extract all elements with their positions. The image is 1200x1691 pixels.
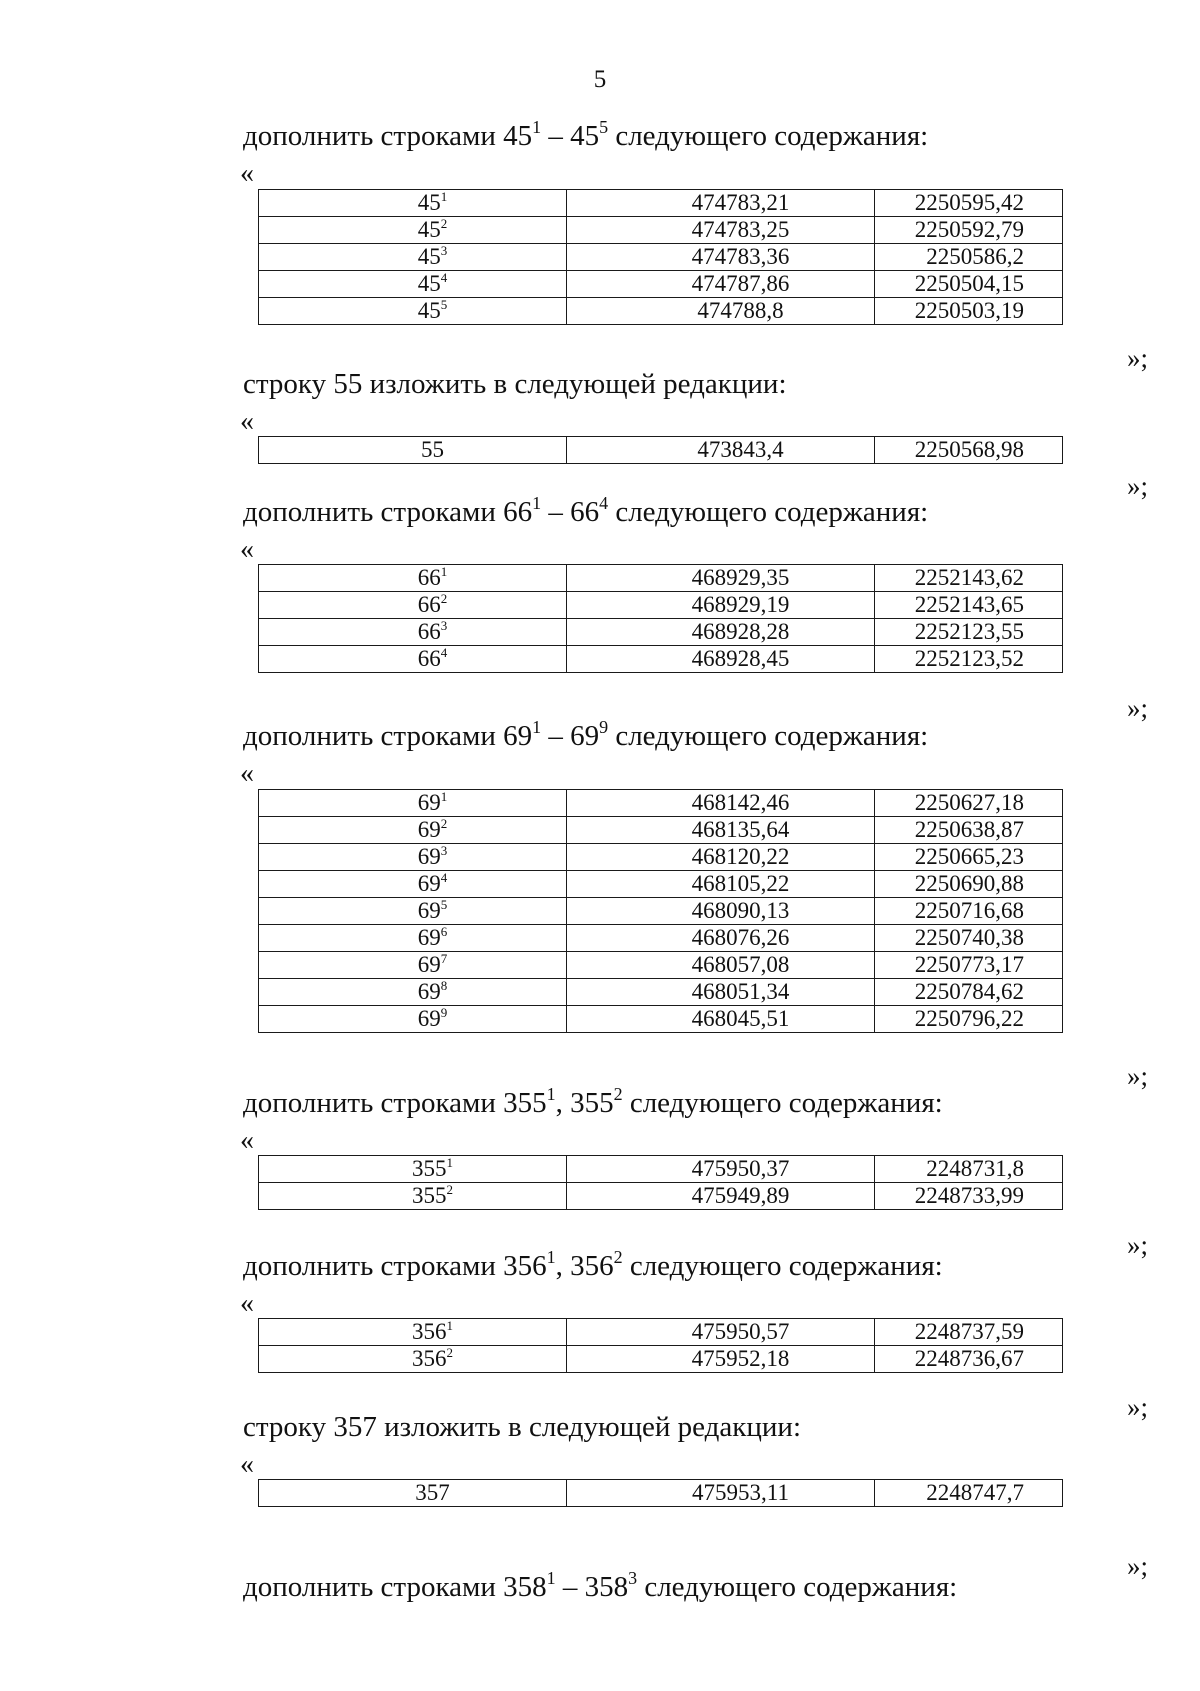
point-number: 45 (417, 190, 441, 215)
point-number-cell (259, 979, 567, 1006)
y-coordinate-cell: 2252143,62 (875, 565, 1063, 592)
x-coordinate-cell: 468928,28 (567, 619, 875, 646)
table-row (259, 1319, 1063, 1346)
point-number: 66 (417, 646, 441, 671)
table-row (259, 1006, 1063, 1033)
heading-superscript: 1 (546, 1084, 556, 1104)
heading-text: , 355 (555, 1087, 614, 1119)
table-row (259, 979, 1063, 1006)
point-number: 357 (415, 1480, 450, 1505)
y-coordinate-cell: 2250504,15 (875, 271, 1063, 298)
closing-quote: »; (1127, 471, 1149, 501)
closing-quote: »; (1127, 693, 1149, 723)
opening-quote: « (240, 1449, 254, 1480)
opening-quote: « (240, 1288, 254, 1319)
point-number: 69 (417, 925, 441, 950)
point-number-cell (259, 925, 567, 952)
section-heading (243, 493, 929, 528)
point-number-cell (259, 190, 567, 217)
point-number: 355 (412, 1183, 447, 1208)
table-row (259, 271, 1063, 298)
heading-superscript: 3 (628, 1568, 638, 1588)
point-number-superscript: 1 (440, 189, 448, 204)
closing-quote: »; (1127, 1061, 1149, 1091)
y-coordinate-cell: 2250627,18 (875, 790, 1063, 817)
table-row (259, 898, 1063, 925)
coordinates-table (258, 436, 1063, 464)
table-row (259, 925, 1063, 952)
point-number-cell (259, 1346, 567, 1373)
point-number-superscript: 7 (440, 951, 448, 966)
section-heading (243, 117, 929, 152)
y-coordinate-cell: 2250586,2 (875, 244, 1063, 271)
heading-superscript: 5 (599, 117, 609, 137)
y-coordinate-cell: 2250638,87 (875, 817, 1063, 844)
heading-superscript: 1 (546, 1568, 556, 1588)
point-number-cell (259, 1156, 567, 1183)
y-coordinate-cell: 2250595,42 (875, 190, 1063, 217)
x-coordinate-cell: 468929,35 (567, 565, 875, 592)
point-number-superscript: 4 (440, 645, 448, 660)
point-number: 356 (412, 1346, 447, 1371)
point-number-superscript: 3 (440, 243, 448, 258)
point-number: 69 (417, 1006, 441, 1031)
point-number-cell (259, 1183, 567, 1210)
point-number-cell (259, 952, 567, 979)
point-number: 355 (412, 1156, 447, 1181)
heading-superscript: 1 (546, 1247, 556, 1267)
y-coordinate-cell: 2250716,68 (875, 898, 1063, 925)
section-heading (243, 1084, 943, 1119)
point-number-superscript: 2 (440, 591, 448, 606)
y-coordinate-cell: 2250503,19 (875, 298, 1063, 325)
heading-text: следующего содержания: (637, 1571, 958, 1603)
x-coordinate-cell: 475949,89 (567, 1183, 875, 1210)
coordinates-table (258, 1479, 1063, 1507)
point-number-cell (259, 871, 567, 898)
point-number-cell (259, 1480, 567, 1507)
point-number-superscript: 6 (440, 924, 448, 939)
y-coordinate-cell: 2250690,88 (875, 871, 1063, 898)
section-heading (243, 1568, 958, 1603)
heading-superscript: 9 (599, 717, 609, 737)
heading-text: следующего содержания: (608, 120, 929, 152)
point-number: 45 (417, 217, 441, 242)
point-number-superscript: 5 (440, 897, 448, 912)
point-number-superscript: 5 (440, 297, 448, 312)
coordinates-table (258, 789, 1063, 1033)
x-coordinate-cell: 474783,36 (567, 244, 875, 271)
coordinates-table (258, 564, 1063, 673)
point-number: 356 (412, 1319, 447, 1344)
heading-superscript: 1 (532, 717, 542, 737)
point-number-superscript: 3 (440, 843, 448, 858)
point-number: 69 (417, 979, 441, 1004)
page-number: 5 (593, 66, 607, 93)
heading-text: дополнить строками 356 (243, 1250, 547, 1282)
y-coordinate-cell: 2250773,17 (875, 952, 1063, 979)
y-coordinate-cell: 2250592,79 (875, 217, 1063, 244)
x-coordinate-cell: 468051,34 (567, 979, 875, 1006)
point-number-cell (259, 844, 567, 871)
table-row (259, 646, 1063, 673)
point-number-cell (259, 817, 567, 844)
heading-text: строку 357 изложить в следующей редакции: (243, 1411, 801, 1443)
point-number-cell (259, 1319, 567, 1346)
x-coordinate-cell: 468928,45 (567, 646, 875, 673)
point-number-cell (259, 619, 567, 646)
opening-quote: « (240, 1125, 254, 1156)
table-row (259, 437, 1063, 464)
heading-text: следующего содержания: (608, 720, 929, 752)
point-number-superscript: 2 (440, 816, 448, 831)
table-row (259, 244, 1063, 271)
y-coordinate-cell: 2250665,23 (875, 844, 1063, 871)
point-number-superscript: 4 (440, 270, 448, 285)
heading-text: – 69 (541, 720, 600, 752)
table-row (259, 190, 1063, 217)
coordinates-table (258, 1155, 1063, 1210)
heading-superscript: 2 (613, 1084, 623, 1104)
table-row (259, 1480, 1063, 1507)
heading-superscript: 1 (532, 493, 542, 513)
table-row (259, 844, 1063, 871)
closing-quote: »; (1127, 343, 1149, 373)
point-number: 69 (417, 898, 441, 923)
y-coordinate-cell: 2252123,52 (875, 646, 1063, 673)
point-number-superscript: 9 (440, 1005, 448, 1020)
heading-text: дополнить строками 358 (243, 1571, 547, 1603)
point-number: 69 (417, 817, 441, 842)
heading-text: дополнить строками 45 (243, 120, 533, 152)
point-number-cell (259, 271, 567, 298)
table-row (259, 592, 1063, 619)
point-number-cell (259, 790, 567, 817)
point-number: 69 (417, 952, 441, 977)
table-row (259, 790, 1063, 817)
point-number-superscript: 1 (446, 1318, 453, 1333)
x-coordinate-cell: 468057,08 (567, 952, 875, 979)
table-row (259, 298, 1063, 325)
heading-text: – 45 (541, 120, 600, 152)
point-number-cell (259, 244, 567, 271)
table-row (259, 871, 1063, 898)
table-row (259, 217, 1063, 244)
point-number-superscript: 2 (446, 1345, 453, 1360)
x-coordinate-cell: 475950,37 (567, 1156, 875, 1183)
point-number-cell (259, 646, 567, 673)
point-number-superscript: 1 (440, 564, 448, 579)
section-heading (243, 717, 929, 752)
x-coordinate-cell: 468135,64 (567, 817, 875, 844)
point-number-superscript: 4 (440, 870, 448, 885)
point-number-superscript: 8 (440, 978, 448, 993)
point-number: 45 (417, 298, 441, 323)
table-row (259, 1346, 1063, 1373)
coordinates-table (258, 1318, 1063, 1373)
point-number-superscript: 2 (440, 216, 448, 231)
y-coordinate-cell: 2248737,59 (875, 1319, 1063, 1346)
x-coordinate-cell: 468045,51 (567, 1006, 875, 1033)
y-coordinate-cell: 2248736,67 (875, 1346, 1063, 1373)
heading-text: дополнить строками 69 (243, 720, 533, 752)
section-heading (243, 370, 787, 399)
heading-text: , 356 (555, 1250, 614, 1282)
point-number-superscript: 2 (446, 1182, 453, 1197)
x-coordinate-cell: 474788,8 (567, 298, 875, 325)
heading-text: строку 55 изложить в следующей редакции: (243, 368, 787, 400)
point-number-superscript: 1 (440, 789, 448, 804)
section-heading (243, 1247, 943, 1282)
x-coordinate-cell: 468142,46 (567, 790, 875, 817)
table-row (259, 565, 1063, 592)
x-coordinate-cell: 475950,57 (567, 1319, 875, 1346)
heading-text: следующего содержания: (622, 1087, 943, 1119)
point-number: 55 (421, 437, 444, 462)
y-coordinate-cell: 2250740,38 (875, 925, 1063, 952)
point-number: 45 (417, 271, 441, 296)
x-coordinate-cell: 468090,13 (567, 898, 875, 925)
heading-superscript: 1 (532, 117, 542, 137)
point-number: 69 (417, 871, 441, 896)
heading-superscript: 2 (613, 1247, 623, 1267)
closing-quote: »; (1127, 1551, 1149, 1581)
point-number-superscript: 3 (440, 618, 448, 633)
point-number-cell (259, 565, 567, 592)
y-coordinate-cell: 2248747,7 (875, 1480, 1063, 1507)
opening-quote: « (240, 406, 254, 437)
heading-text: следующего содержания: (608, 496, 929, 528)
heading-text: – 358 (555, 1571, 629, 1603)
point-number: 66 (417, 565, 441, 590)
x-coordinate-cell: 468076,26 (567, 925, 875, 952)
y-coordinate-cell: 2250796,22 (875, 1006, 1063, 1033)
point-number: 66 (417, 619, 441, 644)
x-coordinate-cell: 474787,86 (567, 271, 875, 298)
x-coordinate-cell: 468105,22 (567, 871, 875, 898)
x-coordinate-cell: 475953,11 (567, 1480, 875, 1507)
x-coordinate-cell: 473843,4 (567, 437, 875, 464)
x-coordinate-cell: 474783,21 (567, 190, 875, 217)
table-row (259, 1183, 1063, 1210)
closing-quote: »; (1127, 1230, 1149, 1260)
heading-text: дополнить строками 355 (243, 1087, 547, 1119)
point-number-cell (259, 298, 567, 325)
heading-text: дополнить строками 66 (243, 496, 533, 528)
opening-quote: « (240, 534, 254, 565)
y-coordinate-cell: 2250568,98 (875, 437, 1063, 464)
opening-quote: « (240, 158, 254, 189)
point-number: 66 (417, 592, 441, 617)
x-coordinate-cell: 468120,22 (567, 844, 875, 871)
section-heading (243, 1413, 801, 1442)
point-number-superscript: 1 (446, 1155, 453, 1170)
y-coordinate-cell: 2250784,62 (875, 979, 1063, 1006)
heading-superscript: 4 (599, 493, 609, 513)
y-coordinate-cell: 2248733,99 (875, 1183, 1063, 1210)
point-number-cell (259, 1006, 567, 1033)
table-row (259, 817, 1063, 844)
heading-text: – 66 (541, 496, 600, 528)
closing-quote: »; (1127, 1392, 1149, 1422)
coordinates-table (258, 189, 1063, 325)
point-number-cell (259, 898, 567, 925)
point-number-cell (259, 592, 567, 619)
table-row (259, 619, 1063, 646)
opening-quote: « (240, 758, 254, 789)
y-coordinate-cell: 2252143,65 (875, 592, 1063, 619)
table-row (259, 1156, 1063, 1183)
point-number: 69 (417, 844, 441, 869)
x-coordinate-cell: 474783,25 (567, 217, 875, 244)
y-coordinate-cell: 2248731,8 (875, 1156, 1063, 1183)
x-coordinate-cell: 475952,18 (567, 1346, 875, 1373)
table-row (259, 952, 1063, 979)
heading-text: следующего содержания: (622, 1250, 943, 1282)
point-number: 45 (417, 244, 441, 269)
y-coordinate-cell: 2252123,55 (875, 619, 1063, 646)
point-number: 69 (417, 790, 441, 815)
x-coordinate-cell: 468929,19 (567, 592, 875, 619)
point-number-cell (259, 217, 567, 244)
point-number-cell (259, 437, 567, 464)
